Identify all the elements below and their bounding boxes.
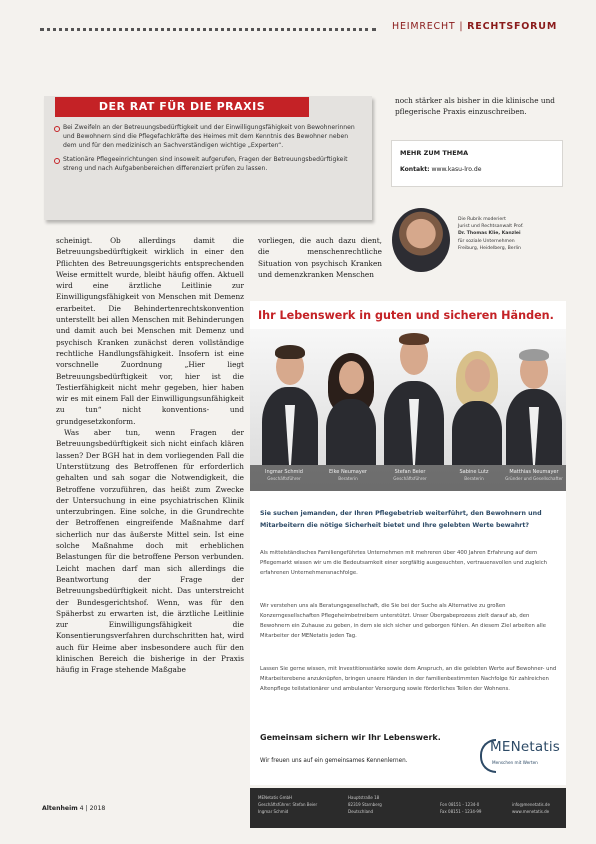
team-member-caption xyxy=(378,469,442,482)
footer-phone-block xyxy=(440,801,481,815)
article-continuation-text: noch stärker als bisher in die klinische und pflegerische Praxis einzuschreiben. xyxy=(395,96,555,116)
logo-tagline: Menschen mit Werten xyxy=(492,760,538,765)
person-figure xyxy=(258,343,322,465)
team-member-caption xyxy=(442,469,506,482)
team-photo xyxy=(250,329,566,491)
ad-headline: Ihr Lebenswerk in guten und sicheren Händen. xyxy=(258,309,554,322)
footer-address-block xyxy=(348,794,382,815)
footer-text: Deutschland xyxy=(348,809,374,814)
section-separator: | xyxy=(455,21,468,32)
footer-text: Ingmar Schmid xyxy=(258,809,289,814)
team-member-caption xyxy=(316,469,380,482)
footer-web-link[interactable]: www.menetatis.de xyxy=(512,809,550,814)
contact-link[interactable]: www.kasu-lro.de xyxy=(431,166,482,173)
footer-web-block xyxy=(512,801,550,815)
footer-text: Fax 08151 - 1234-99 xyxy=(440,809,482,814)
footer-text: Geschäftsführer: Stefan Beier xyxy=(258,802,318,807)
person-figure xyxy=(446,351,508,465)
footer-company-block xyxy=(258,794,317,815)
body-paragraph: Was aber tun, wenn Fragen der Betreuungsbedürftigkeit sich nicht einfach klären lassen? Der BGH hat in dem vorliegenden Fall die Unterstützung des Betroffenen für erforderlich gehalten und sah sogar die Notwendigkeit, die Betroffene vorzuführen, das heißt zum Zwecke der Untersuchung in eine psychiatrischen Klinik unterzubringen. Eine solche, in die Grundrechte der Betroffenen eingreifende Maßnahme darf sicherlich nur das äußerste Mittel sein. Ist eine solche Maßnahme doch mit erheblichen Belastungen für die betroffene Person verbunden. Leicht machen darf man sich allerdings die Beantwortung der Frage der Betreuungsbedürftigkeit nicht. Das unterstreicht der Bundesgerichtshof. Wenn, was für den Späherbst zu erwarten ist, die ärztliche Leitlinie zur Einwilligungsfähigkeit die Konsentierungsverfahren durchschritten hat, wird auch für Heime aber insbesondere auch für den klinischen Bereich die bisherige in der Praxis häufig in Frage stehende Maßgabe xyxy=(56,428,244,675)
team-member-name: Sabine Lutz xyxy=(459,469,489,475)
team-member-name: Matthias Neumayer xyxy=(509,469,559,475)
magazine-name: Altenheim xyxy=(42,805,78,812)
practice-tip-title: DER RAT FÜR DIE PRAXIS xyxy=(55,97,309,117)
body-column-left xyxy=(56,235,244,676)
body-paragraph: vorliegen, die auch dazu dient, die menschenrechtliche Situation von psychisch Kranken und demenzkranken Menschen xyxy=(258,236,382,279)
team-name-bar xyxy=(250,465,566,491)
footer-text: MENetatis GmbH xyxy=(258,795,293,800)
team-member-role: Gründer und Gesellschafter xyxy=(505,476,563,481)
page-footer xyxy=(42,805,105,812)
contact-label: Kontakt: xyxy=(400,166,430,173)
section-header xyxy=(392,21,557,32)
author-caption-line: für soziale Unternehmen xyxy=(458,238,515,244)
author-portrait xyxy=(392,208,450,272)
team-member-role: Geschäftsführer xyxy=(267,476,301,481)
advertisement xyxy=(250,301,566,785)
practice-tip-list xyxy=(54,124,359,180)
team-member-name: Stefan Beier xyxy=(394,469,426,475)
body-column-middle xyxy=(258,235,382,280)
ad-slogan: Gemeinsam sichern wir Ihr Lebenswerk. xyxy=(260,733,441,742)
ad-paragraph: Lassen Sie gerne wissen, mit Investitionsstärke sowie dem Anspruch, an die gelebten Werte auf Bewohner- und Mitarbeiterebene anzuknüpfen, bringen unsere Händen in der familienbestimmten Nachfolge für zahlreichen Altenpflege teilstationärer und ambulanter Versorgung sowie förderliches Teilen der Wohnens. xyxy=(260,666,557,692)
author-caption xyxy=(458,216,562,252)
team-member-name: Ingmar Schmid xyxy=(265,469,303,475)
team-member-role: Geschäftsführer xyxy=(393,476,427,481)
header-dotted-rule xyxy=(40,28,376,35)
team-member-role: Beraterin xyxy=(338,476,358,481)
footer-text: Fon 08151 - 1234-0 xyxy=(440,802,480,807)
author-caption-line: Dr. Thomas Klie, Kanzlei xyxy=(458,231,521,237)
logo-wordmark: MENetatis xyxy=(490,739,561,755)
team-member-name: Elke Neumayer xyxy=(329,469,367,475)
footer-text: Hauptstraße 18 xyxy=(348,795,380,800)
ad-closing-line: Wir freuen uns auf ein gemeinsames Kennenlernen. xyxy=(260,758,408,764)
practice-tip-item: Stationäre Pflegeeinrichtungen sind insoweit aufgerufen, Fragen der Betreuungsbedürftigkeit streng und nach Aufgabenbereichen differenziert prüfen zu lassen. xyxy=(54,156,359,174)
more-on-topic-title: MEHR ZUM THEMA xyxy=(400,149,469,157)
more-on-topic-box xyxy=(391,140,563,187)
author-caption-line: Die Rubrik moderiert xyxy=(458,217,506,222)
section-name: HEIMRECHT xyxy=(392,21,456,32)
author-caption-line: Jurist und Rechtsanwalt Prof. xyxy=(458,224,524,230)
ad-subheadline: Sie suchen jemanden, der Ihren Pflegebetrieb weiterführt, den Bewohnern und Mitarbeitern die nötige Sicherheit bietet und Ihre gelebten Werte bewahrt? xyxy=(260,510,542,530)
team-member-role: Beraterin xyxy=(464,476,484,481)
author-caption-line: Freiburg, Heidelberg, Berlin xyxy=(458,245,521,251)
practice-tip-item: Bei Zweifeln an der Betreuungsbedürftigkeit und der Einwilligungsfähigkeit von Bewohnerinnen und Bewohnern sind die Pflegefachkräfte des Heimes mit dem Kenntnis des Bewohner neben dem und für den medizinisch an Sachverständigen wichtige „Experten“. xyxy=(54,124,359,150)
section-forum: RECHTSFORUM xyxy=(467,21,558,32)
ad-paragraph: Wir verstehen uns als Beratungsgesellschaft, die Sie bei der Suche als Alternative zu großen Konzerngesellschaften Pflegeheimbetreibern unterstützt. Unser Übergabeprozess zielt darauf ab, den Bewohnern ein Zuhause zu geben, in dem sie sich sicher und geborgen fühlen. An diesem Ziel arbeiten alle Mitarbeiter der MENetatis jeden Tag. xyxy=(260,603,546,639)
ad-footer-bar xyxy=(250,788,566,828)
body-paragraph: scheinigt. Ob allerdings damit die Betreuungsbedürftigkeit wirklich in einer den Pflichten des Betreuungsgerichts entsprechenden Weise ermittelt wurde, bleibt häufig offen. Aktuell wird eine ärztliche Leitlinie zur Einwilligungsfähigkeit von Menschen mit Demenz erarbeitet. Die Behindertenrechtskonvention unterstellt bei allen Menschen mit Behinderungen und damit auch bei Menschen mit Demenz und psychisch Kranken zunächst deren vollständige rechtliche Handlungsfähigkeit. Insofern ist eine vorschnelle Zuordnung „Hier liegt Betreuungsbedürftigkeit vor, hier ist die Testierfähigkeit nicht mehr gegeben, hier haben wir es mit einem Fall der Einwilligungsunfähigkeit zu tun“ nicht konventions- und grundgesetzkonform. xyxy=(56,236,244,426)
contact-line xyxy=(400,166,481,173)
footer-email-link[interactable]: info@menetatis.de xyxy=(512,802,550,807)
menetatis-logo xyxy=(480,739,560,775)
team-member-caption xyxy=(502,469,566,482)
person-figure xyxy=(502,347,566,465)
issue-number: 4 | 2018 xyxy=(79,805,106,812)
person-figure xyxy=(320,353,382,465)
footer-text: 82319 Starnberg xyxy=(348,802,382,807)
ad-paragraph: Als mittelständisches Familiengeführtes Unternehmen mit mehreren über 400 Jahren Erfahrung auf dem Pflegemarkt wissen wir um die Bedeutsamkeit einer sorgfältig ausgesuchten, vertrauensvollen und zugleich erfahrenen Unternehmensnachfolge. xyxy=(260,550,547,576)
person-figure xyxy=(380,333,448,465)
team-member-caption xyxy=(252,469,316,482)
